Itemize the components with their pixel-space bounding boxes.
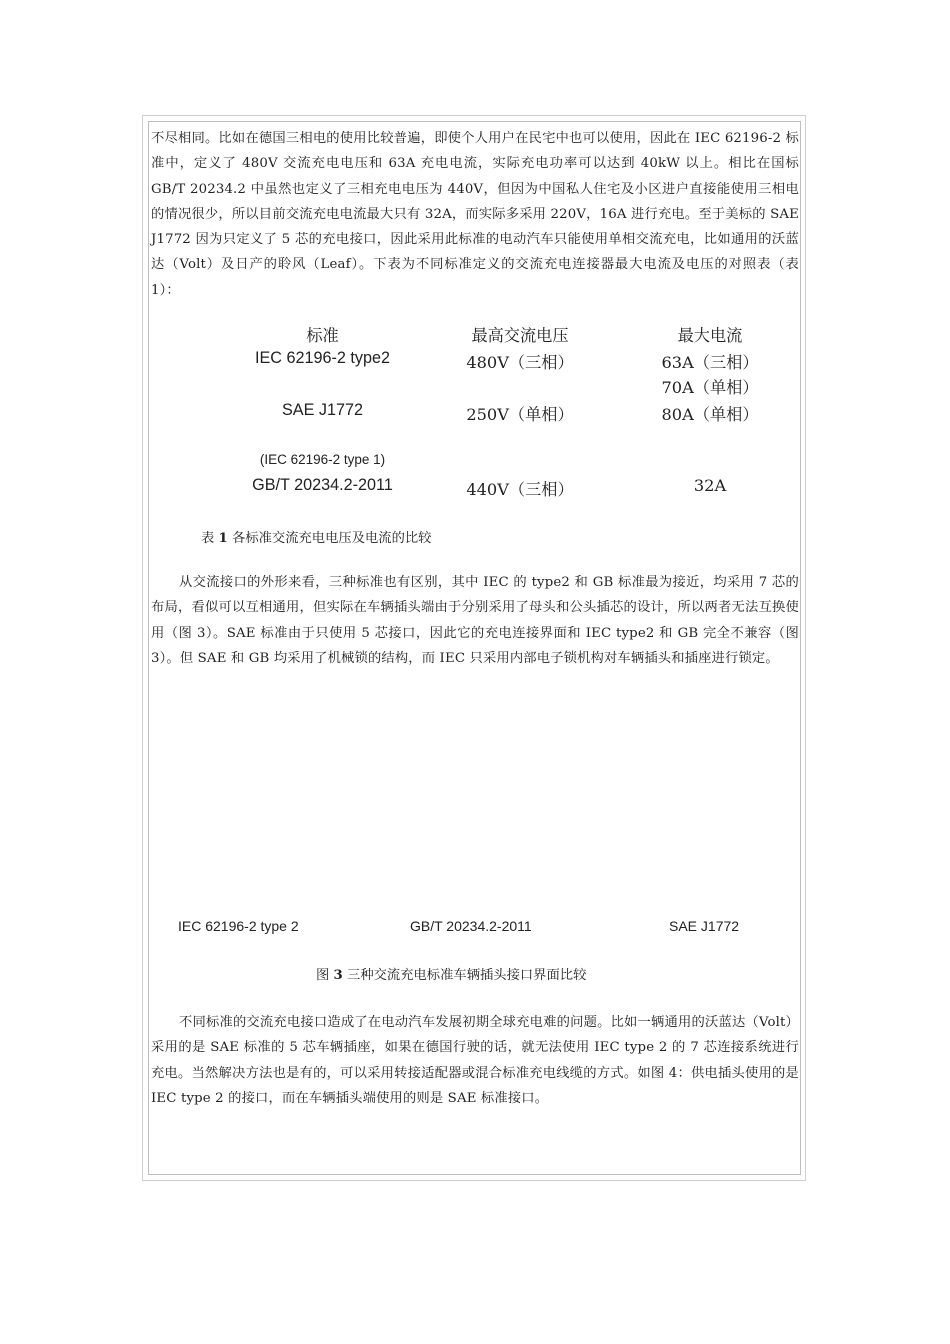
table-header-voltage: 最高交流电压 bbox=[471, 326, 569, 345]
table-cell-current: 80A（单相） bbox=[661, 405, 759, 424]
paragraph-interface-shape: 从交流接口的外形来看，三种标准也有区别，其中 IEC 的 type2 和 GB 标准最为接近，均采用 7 芯的布局，看似可以互相通用，但实际在车辆插头端由于分别采用了母头和公头插芯的设计，所以两者无法互换使用（图 3）。SAE 标准由于只使用 5 芯接口，因此它的充电连接界面和 IEC type2 和 GB 完全不兼容（图 3）。但 SAE 和 GB 均采用了机械锁的结构，而 IEC 只采用内部电子锁机构对车辆插头和插座进行锁定。 bbox=[151, 575, 799, 666]
table-header-current: 最大电流 bbox=[677, 326, 743, 345]
table-cell-current: 32A bbox=[693, 476, 727, 495]
table-header-standard: 标准 bbox=[306, 326, 339, 345]
table-cell-voltage: 440V（三相） bbox=[466, 480, 574, 499]
table-caption: 表 1 各标准交流充电电压及电流的比较 bbox=[201, 531, 432, 546]
figure-label-sae: SAE J1772 bbox=[669, 918, 740, 934]
table-cell-voltage: 480V（三相） bbox=[466, 353, 574, 372]
paragraph-charging-problem: 不同标准的交流充电接口造成了在电动汽车发展初期全球充电难的问题。比如一辆通用的沃蓝达（Volt）采用的是 SAE 标准的 5 芯车辆插座，如果在德国行驶的话，就无法使用 IEC type 2 的 7 芯连接系统进行充电。当然解决方法也是有的，可以采用转接适配器或混合标准充电线缆的方式。如图 4：供电插头使用的是 IEC type 2 的接口，而在车辆插头端使用的则是 SAE 标准接口。 bbox=[151, 1015, 799, 1106]
table-cell-current: 70A（单相） bbox=[661, 378, 759, 397]
figure-label-iec: IEC 62196-2 type 2 bbox=[178, 918, 299, 934]
figure-label-gb: GB/T 20234.2-2011 bbox=[410, 918, 532, 934]
table-cell-current: 63A（三相） bbox=[661, 353, 759, 372]
table-cell-standard: IEC 62196-2 type2 bbox=[255, 349, 390, 367]
figure-caption: 图 3 三种交流充电标准车辆插头接口界面比较 bbox=[316, 968, 587, 983]
table-cell-standard: SAE J1772 bbox=[282, 401, 363, 419]
paragraph-intro: 不尽相同。比如在德国三相电的使用比较普遍，即使个人用户在民宅中也可以使用，因此在 IEC 62196-2 标准中，定义了 480V 交流充电电压和 63A 充电电流，实际充电功率可以达到 40kW 以上。相比在国标 GB/T 20234.2 中虽然也定义了三相充电电压为 440V，但因为中国私人住宅及小区进户直接能使用三相电的情况很少，所以目前交流充电电流最大只有 32A，而实际多采用 220V，16A 进行充电。至于美标的 SAE J1772 因为只定义了 5 芯的充电接口，因此采用此标准的电动汽车只能使用单相交流充电，比如通用的沃蓝达（Volt）及日产的聆风（Leaf）。下表为不同标准定义的交流充电连接器最大电流及电压的对照表（表 1）： bbox=[151, 131, 799, 298]
table-cell-voltage: 250V（单相） bbox=[466, 405, 574, 424]
figure-3-image-area bbox=[160, 700, 790, 910]
table-cell-standard-note: (IEC 62196-2 type 1) bbox=[259, 452, 386, 467]
table-cell-standard: GB/T 20234.2-2011 bbox=[252, 476, 393, 494]
